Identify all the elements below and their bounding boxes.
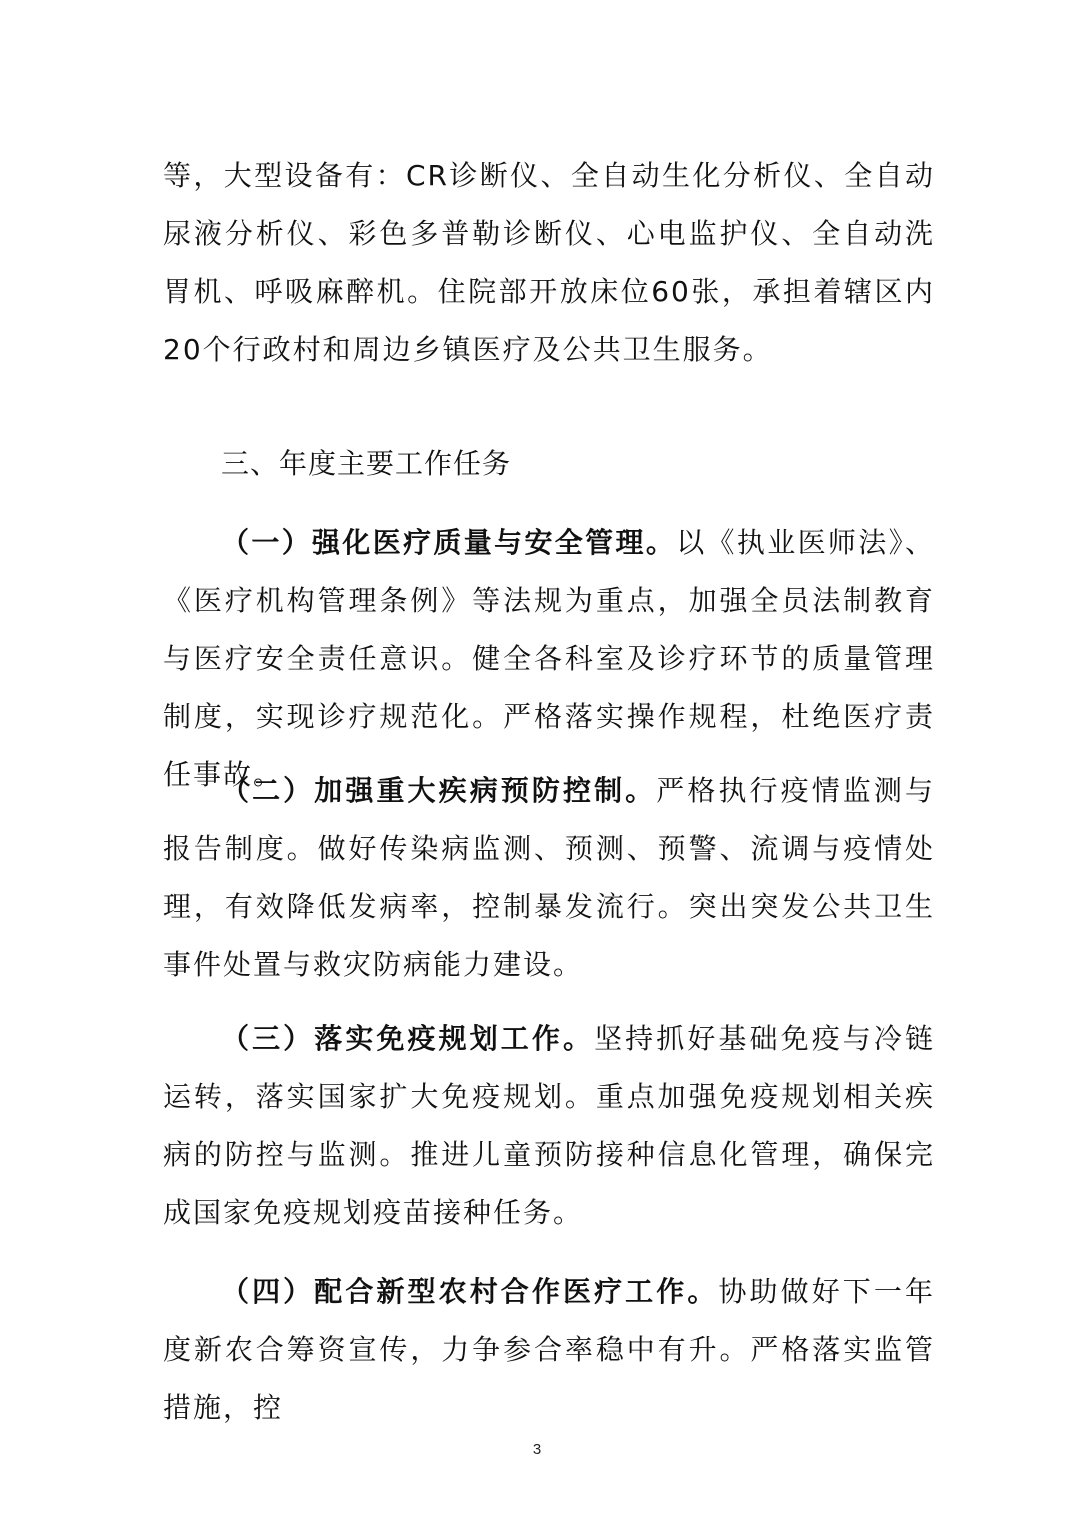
task-1-lead: （一）强化医疗质量与安全管理。	[221, 526, 677, 559]
task-2-lead: （二）加强重大疾病预防控制。	[221, 774, 657, 807]
task-paragraph-4	[163, 1263, 935, 1437]
page-number: 3	[532, 1441, 542, 1458]
task-paragraph-1	[163, 514, 935, 804]
intro-paragraph: 等，大型设备有：CR诊断仪、全自动生化分析仪、全自动尿液分析仪、彩色多普勒诊断仪、心电监护仪、全自动洗胃机、呼吸麻醉机。住院部开放床位60张，承担着辖区内20个行政村和周边乡镇医疗及公共卫生服务。	[163, 159, 935, 366]
task-paragraph-2	[163, 762, 935, 994]
section-heading: 三、年度主要工作任务	[221, 447, 512, 480]
task-1-body: 以《执业医师法》、《医疗机构管理条例》等法规为重点，加强全员法制教育与医疗安全责任意识。健全各科室及诊疗环节的质量管理制度，实现诊疗规范化。严格落实操作规程，杜绝医疗责任事故。	[163, 526, 935, 791]
task-4-body: 协助做好下一年度新农合筹资宣传，力争参合率稳中有升。严格落实监管措施，控	[163, 1275, 935, 1424]
task-2-body: 严格执行疫情监测与报告制度。做好传染病监测、预测、预警、流调与疫情处理，有效降低发病率，控制暴发流行。突出突发公共卫生事件处置与救灾防病能力建设。	[163, 774, 935, 981]
task-paragraph-3	[163, 1010, 935, 1242]
task-3-lead: （三）落实免疫规划工作。	[221, 1022, 595, 1055]
task-3-body: 坚持抓好基础免疫与冷链运转，落实国家扩大免疫规划。重点加强免疫规划相关疾病的防控与监测。推进儿童预防接种信息化管理，确保完成国家免疫规划疫苗接种任务。	[163, 1022, 935, 1229]
task-4-lead: （四）配合新型农村合作医疗工作。	[221, 1275, 719, 1308]
